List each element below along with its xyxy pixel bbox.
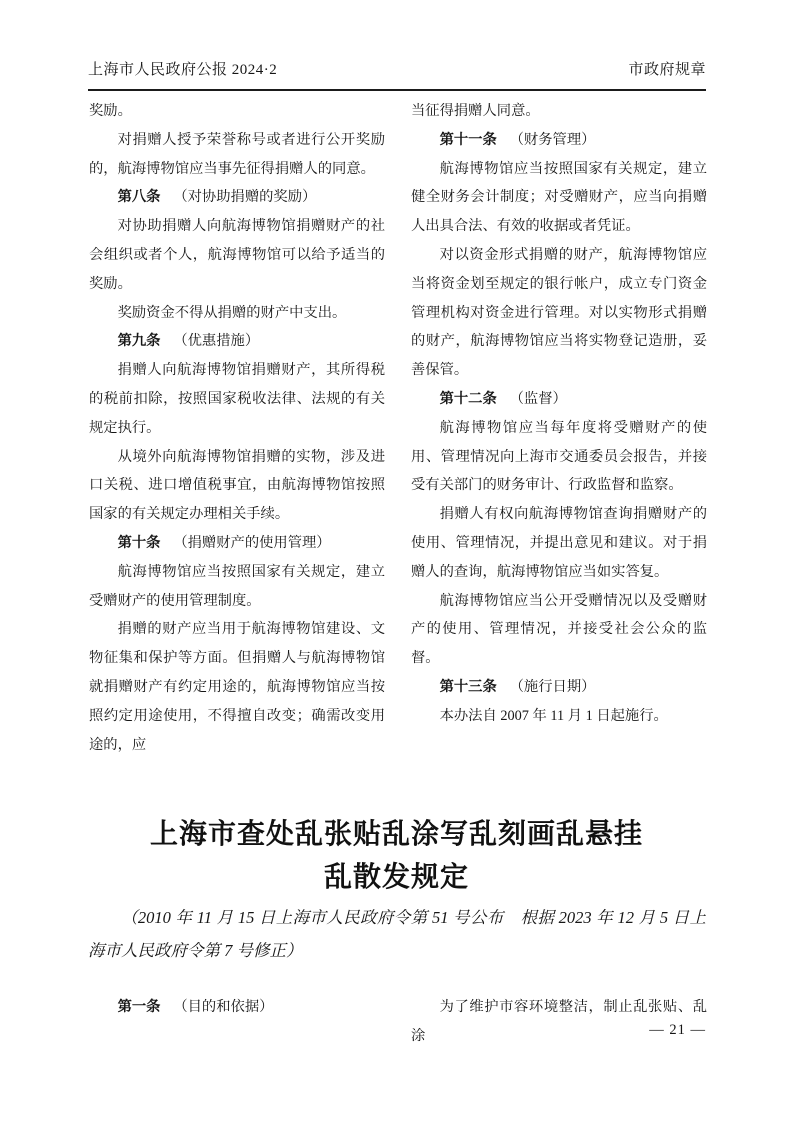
- paragraph: 对捐赠人授予荣誉称号或者进行公开奖励的，航海博物馆应当事先征得捐赠人的同意。: [89, 131, 385, 177]
- paragraph: 为了维护市容环境整洁，制止乱张贴、乱涂: [411, 999, 707, 1044]
- paragraph: 捐赠人向航海博物馆捐赠财产，其所得税的税前扣除，按照国家税收法律、法规的有关规定执行。: [89, 362, 385, 436]
- paragraph: 当征得捐赠人同意。: [411, 103, 540, 119]
- page-header: [88, 58, 706, 82]
- doc2-columns: [89, 993, 707, 1051]
- promulgation-note: （2010 年 11 月 15 日上海市人民政府令第 51 号公布 根据 2023 年 12 月 5 日上海市人民政府令第 7 号修正）: [88, 908, 706, 961]
- article-title: （财务管理）: [509, 131, 596, 148]
- article-heading: [411, 385, 707, 414]
- paragraph: 奖励资金不得从捐赠的财产中支出。: [117, 304, 347, 321]
- header-rule: [88, 89, 706, 91]
- article-number: 第一条: [117, 999, 161, 1015]
- paragraph: 捐赠人有权向航海博物馆查询捐赠财产的使用、管理情况，并提出意见和建议。对于捐赠人的查询，航海博物馆应当如实答复。: [411, 506, 707, 580]
- doc1-left-column: [89, 97, 385, 759]
- article-heading: [89, 327, 385, 356]
- paragraph: 捐赠的财产应当用于航海博物馆建设、文物征集和保护等方面。但捐赠人与航海博物馆就捐赠财产有约定用途的，航海博物馆应当按照约定用途使用，不得擅自改变；确需改变用途的，应: [89, 621, 385, 753]
- paragraph: 对协助捐赠人向航海博物馆捐赠财产的社会组织或者个人，航海博物馆可以给予适当的奖励。: [89, 218, 385, 292]
- paragraph: 奖励。: [89, 103, 132, 119]
- paragraph: 航海博物馆应当每年度将受赠财产的使用、管理情况向上海市交通委员会报告，并接受有关部门的财务审计、行政监督和监察。: [411, 419, 707, 494]
- article-number: 第十条: [117, 534, 161, 551]
- article-number: 第八条: [117, 189, 161, 206]
- article-title: （监督）: [509, 390, 567, 407]
- article-title: （目的和依据）: [173, 999, 274, 1015]
- doc1-right-column: [411, 97, 707, 759]
- article-number: 第十二条: [439, 390, 497, 407]
- regulation-title-line-2: 乱散发规定: [323, 862, 469, 893]
- article-heading: [89, 529, 385, 558]
- article-title: （捐赠财产的使用管理）: [173, 534, 331, 551]
- article-title: （对协助捐赠的奖励）: [173, 189, 317, 206]
- article-heading: [89, 183, 385, 212]
- article-title: （施行日期）: [509, 678, 596, 695]
- article-heading: [89, 993, 385, 1022]
- paragraph: 从境外向航海博物馆捐赠的实物，涉及进口关税、进口增值税事宜，由航海博物馆按照国家的有关规定办理相关手续。: [89, 448, 385, 523]
- doc1-columns: [89, 97, 707, 759]
- paragraph: 航海博物馆应当按照国家有关规定，建立健全财务会计制度；对受赠财产，应当向捐赠人出具合法、有效的收据或者凭证。: [411, 160, 707, 235]
- doc2-left-column: [89, 993, 385, 1051]
- article-heading: [411, 126, 707, 155]
- article-number: 第十三条: [439, 678, 497, 695]
- article-number: 第九条: [117, 333, 161, 350]
- page-number: — 21 —: [649, 1022, 706, 1038]
- regulation-title-line-1: 上海市查处乱张贴乱涂写乱刻画乱悬挂: [149, 819, 643, 850]
- paragraph: 本办法自 2007 年 11 月 1 日起施行。: [439, 707, 668, 724]
- paragraph: 航海博物馆应当按照国家有关规定，建立受赠财产的使用管理制度。: [89, 563, 385, 609]
- section-label: 市政府规章: [628, 62, 706, 78]
- regulation-title: [0, 813, 793, 899]
- article-number: 第十一条: [439, 131, 497, 148]
- paragraph: 航海博物馆应当公开受赠情况以及受赠财产的使用、管理情况，并接受社会公众的监督。: [411, 592, 707, 667]
- gazette-name: 上海市人民政府公报 2024·2: [88, 62, 278, 78]
- paragraph: 对以资金形式捐赠的财产，航海博物馆应当将资金划至规定的银行帐户，成立专门资金管理机构对资金进行管理。对以实物形式捐赠的财产，航海博物馆应当将实物登记造册，妥善保管。: [411, 246, 707, 379]
- article-heading: [411, 673, 707, 702]
- article-title: （优惠措施）: [173, 333, 260, 350]
